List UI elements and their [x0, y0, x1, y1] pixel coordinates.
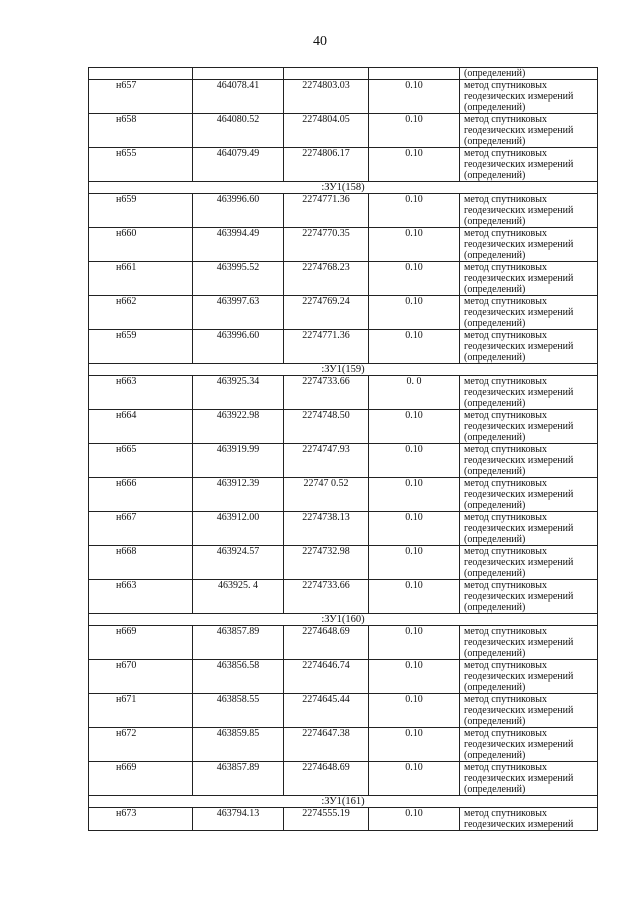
method-description [460, 228, 598, 262]
coord-y: 2274806.17 [284, 148, 369, 182]
point-id: н673 [89, 808, 193, 831]
method-line: метод спутниковых [464, 330, 547, 341]
method-line: метод спутниковых [464, 296, 547, 307]
section-title: :ЗУ1(161) [89, 796, 598, 808]
table-row [89, 512, 598, 546]
coord-y: 2274769.24 [284, 296, 369, 330]
point-id: н662 [89, 296, 193, 330]
method-line: метод спутниковых [464, 376, 547, 387]
method-description [460, 660, 598, 694]
accuracy-value: 0.10 [369, 80, 460, 114]
method-line: (определений) [464, 284, 526, 295]
table-row [89, 148, 598, 182]
method-line: геодезических измерений [464, 671, 574, 682]
method-line: геодезических измерений [464, 239, 574, 250]
point-id: н659 [89, 330, 193, 364]
coord-y: 2274771.36 [284, 330, 369, 364]
accuracy-value: 0.10 [369, 660, 460, 694]
section-title: :ЗУ1(160) [89, 614, 598, 626]
method-description [460, 80, 598, 114]
method-description [460, 546, 598, 580]
coord-x: 463912.39 [193, 478, 284, 512]
section-header-row [89, 614, 598, 626]
method-line: геодезических измерений [464, 819, 574, 830]
table-row [89, 626, 598, 660]
coord-x: 463857.89 [193, 626, 284, 660]
section-title: :ЗУ1(159) [89, 364, 598, 376]
accuracy-value: 0.10 [369, 194, 460, 228]
coordinates-table-body [89, 68, 598, 831]
accuracy-value: 0.10 [369, 694, 460, 728]
point-id: н669 [89, 762, 193, 796]
coord-y: 2274733.66 [284, 376, 369, 410]
table-row [89, 114, 598, 148]
table-row [89, 296, 598, 330]
method-line: метод спутниковых [464, 80, 547, 91]
coord-x: 463996.60 [193, 194, 284, 228]
point-id: н664 [89, 410, 193, 444]
method-line: геодезических измерений [464, 341, 574, 352]
point-id: н670 [89, 660, 193, 694]
coord-y: 2274647.38 [284, 728, 369, 762]
table-row [89, 262, 598, 296]
section-title: :ЗУ1(158) [89, 182, 598, 194]
accuracy-value: 0.10 [369, 546, 460, 580]
method-line: геодезических измерений [464, 455, 574, 466]
method-line: (определений) [464, 716, 526, 727]
method-line: геодезических измерений [464, 125, 574, 136]
coord-y: 2274645.44 [284, 694, 369, 728]
point-id: н659 [89, 194, 193, 228]
accuracy-value: 0.10 [369, 148, 460, 182]
accuracy-value: 0.10 [369, 728, 460, 762]
method-line: геодезических измерений [464, 159, 574, 170]
method-description [460, 808, 598, 831]
method-line: (определений) [464, 602, 526, 613]
method-line: (определений) [464, 534, 526, 545]
method-description [460, 296, 598, 330]
method-line: геодезических измерений [464, 739, 574, 750]
page-number: 40 [313, 34, 327, 49]
coord-x: 463912.00 [193, 512, 284, 546]
table-row [89, 80, 598, 114]
method-description [460, 148, 598, 182]
method-description [460, 410, 598, 444]
coord-y: 2274648.69 [284, 762, 369, 796]
method-description [460, 580, 598, 614]
point-id: н665 [89, 444, 193, 478]
section-header-row [89, 364, 598, 376]
coord-x: 463857.89 [193, 762, 284, 796]
coord-x: 463858.55 [193, 694, 284, 728]
coord-y: 2274738.13 [284, 512, 369, 546]
accuracy-value: 0.10 [369, 580, 460, 614]
method-line: метод спутниковых [464, 194, 547, 205]
coordinates-table [88, 67, 598, 831]
method-line: метод спутниковых [464, 410, 547, 421]
method-line: метод спутниковых [464, 546, 547, 557]
method-line: геодезических измерений [464, 705, 574, 716]
method-line: геодезических измерений [464, 637, 574, 648]
coord-y: 2274768.23 [284, 262, 369, 296]
table-row [89, 660, 598, 694]
method-line: геодезических измерений [464, 205, 574, 216]
coord-x: 463924.57 [193, 546, 284, 580]
method-line: геодезических измерений [464, 387, 574, 398]
method-description [460, 194, 598, 228]
method-description [460, 762, 598, 796]
point-id: н667 [89, 512, 193, 546]
coord-x: 463995.52 [193, 262, 284, 296]
method-line: (определений) [464, 170, 526, 181]
method-line: метод спутниковых [464, 728, 547, 739]
method-line: метод спутниковых [464, 444, 547, 455]
method-line: геодезических измерений [464, 307, 574, 318]
method-description [460, 330, 598, 364]
method-line: (определений) [464, 432, 526, 443]
table-row [89, 808, 598, 831]
accuracy-value: 0.10 [369, 228, 460, 262]
coord-y: 2274803.03 [284, 80, 369, 114]
method-description [460, 626, 598, 660]
method-line: метод спутниковых [464, 114, 547, 125]
point-id: н660 [89, 228, 193, 262]
y-cell [284, 68, 369, 80]
method-line: геодезических измерений [464, 773, 574, 784]
accuracy-value: 0.10 [369, 478, 460, 512]
method-line: (определений) [464, 648, 526, 659]
method-line: метод спутниковых [464, 478, 547, 489]
point-id: н672 [89, 728, 193, 762]
method-line: метод спутниковых [464, 694, 547, 705]
table-row [89, 478, 598, 512]
method-line: (определений) [464, 398, 526, 409]
table-row [89, 444, 598, 478]
method-line: метод спутниковых [464, 512, 547, 523]
method-description [460, 478, 598, 512]
method-line: (определений) [464, 682, 526, 693]
coord-x: 463994.49 [193, 228, 284, 262]
coord-x: 463856.58 [193, 660, 284, 694]
method-line: геодезических измерений [464, 421, 574, 432]
table-row [89, 228, 598, 262]
method-line: метод спутниковых [464, 660, 547, 671]
coord-y: 22747 0.52 [284, 478, 369, 512]
section-header-row [89, 182, 598, 194]
coord-x: 463919.99 [193, 444, 284, 478]
method-line: (определений) [464, 136, 526, 147]
point-id: н663 [89, 376, 193, 410]
accuracy-value: 0.10 [369, 762, 460, 796]
coord-x: 463925. 4 [193, 580, 284, 614]
coord-y: 2274648.69 [284, 626, 369, 660]
method-line: (определений) [464, 102, 526, 113]
table-row [89, 728, 598, 762]
method-description [460, 114, 598, 148]
method-description [460, 444, 598, 478]
point-id: н669 [89, 626, 193, 660]
method-line: (определений) [464, 784, 526, 795]
accuracy-value: 0.10 [369, 512, 460, 546]
method-description [460, 512, 598, 546]
method-line: геодезических измерений [464, 557, 574, 568]
accuracy-value: 0.10 [369, 114, 460, 148]
coord-x: 464078.41 [193, 80, 284, 114]
method-line: метод спутниковых [464, 580, 547, 591]
accuracy-value: 0.10 [369, 330, 460, 364]
accuracy-value: 0.10 [369, 808, 460, 831]
point-id: н657 [89, 80, 193, 114]
accuracy-value: 0.10 [369, 296, 460, 330]
method-line: метод спутниковых [464, 148, 547, 159]
coord-x: 463794.13 [193, 808, 284, 831]
table-row [89, 762, 598, 796]
table-row [89, 694, 598, 728]
method-line: геодезических измерений [464, 591, 574, 602]
method-description [460, 694, 598, 728]
point-id: н658 [89, 114, 193, 148]
method-line: метод спутниковых [464, 262, 547, 273]
coord-x: 464079.49 [193, 148, 284, 182]
table-row [89, 376, 598, 410]
method-line: геодезических измерений [464, 489, 574, 500]
point-id: н655 [89, 148, 193, 182]
method-line: геодезических измерений [464, 91, 574, 102]
method-cell: (определений) [460, 68, 598, 80]
method-line: метод спутниковых [464, 762, 547, 773]
table-row [89, 410, 598, 444]
table-row [89, 194, 598, 228]
coord-x: 463997.63 [193, 296, 284, 330]
point-id: н663 [89, 580, 193, 614]
coord-y: 2274747.93 [284, 444, 369, 478]
coord-x: 463925.34 [193, 376, 284, 410]
method-line: метод спутниковых [464, 808, 547, 819]
method-line: (определений) [464, 568, 526, 579]
method-line: (определений) [464, 352, 526, 363]
coord-y: 2274646.74 [284, 660, 369, 694]
coord-x: 464080.52 [193, 114, 284, 148]
table-row [89, 580, 598, 614]
method-line: (определений) [464, 466, 526, 477]
point-cell [89, 68, 193, 80]
x-cell [193, 68, 284, 80]
coord-y: 2274770.35 [284, 228, 369, 262]
accuracy-value: 0.10 [369, 410, 460, 444]
coord-x: 463996.60 [193, 330, 284, 364]
method-line: (определений) [464, 750, 526, 761]
method-line: метод спутниковых [464, 228, 547, 239]
method-line: геодезических измерений [464, 273, 574, 284]
table-row [89, 546, 598, 580]
method-description [460, 376, 598, 410]
point-id: н671 [89, 694, 193, 728]
table-row-continuation [89, 68, 598, 80]
method-line: метод спутниковых [464, 626, 547, 637]
method-line: (определений) [464, 500, 526, 511]
coord-y: 2274733.66 [284, 580, 369, 614]
coord-x: 463922.98 [193, 410, 284, 444]
method-line: (определений) [464, 318, 526, 329]
method-line: (определений) [464, 216, 526, 227]
point-id: н668 [89, 546, 193, 580]
method-line: (определений) [464, 250, 526, 261]
coord-y: 2274555.19 [284, 808, 369, 831]
method-description [460, 262, 598, 296]
accuracy-value: 0.10 [369, 444, 460, 478]
table-row [89, 330, 598, 364]
accuracy-cell [369, 68, 460, 80]
coord-y: 2274732.98 [284, 546, 369, 580]
coord-x: 463859.85 [193, 728, 284, 762]
accuracy-value: 0. 0 [369, 376, 460, 410]
method-line: геодезических измерений [464, 523, 574, 534]
coord-y: 2274804.05 [284, 114, 369, 148]
accuracy-value: 0.10 [369, 262, 460, 296]
coord-y: 2274748.50 [284, 410, 369, 444]
accuracy-value: 0.10 [369, 626, 460, 660]
point-id: н661 [89, 262, 193, 296]
point-id: н666 [89, 478, 193, 512]
section-header-row [89, 796, 598, 808]
method-description [460, 728, 598, 762]
coord-y: 2274771.36 [284, 194, 369, 228]
